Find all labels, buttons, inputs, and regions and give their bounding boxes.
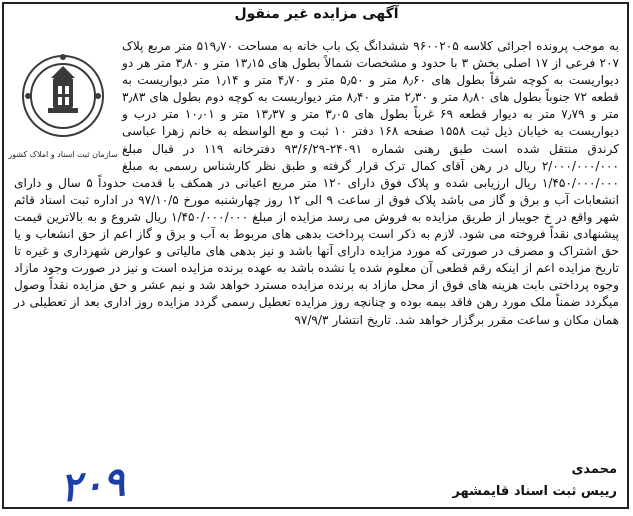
signer-title: رییس ثبت اسناد قایمشهر — [452, 484, 617, 499]
notice-body-text: به موجب پرونده اجرائی کلاسه ۹۶۰۰۲۰۵ ششدانگ یک باب خانه به مساحت ۵۱۹٫۷۰ متر مربع پلاک ۲۰۷ فرعی از ۱۷ اصلی بخش ۳ با حدود و مشخصات شمالاً بطول های ۱۳٫۱۵ متر و ۳٫۸۰ متر هر دو دیواریست به کوچه شرقاً بطول های ۸٫۶۰ متر و ۵٫۵۰ متر و ۴٫۷۰ متر و ۱٫۱۴ متر دیواریست به قطعه ۷۲ جنوباً بطول های ۸٫۸۰ متر و ۲٫۳۰ متر و ۸٫۴۰ متر دیواریست به کوچه دوم بطول های ۳٫۸۳ متر و ۷٫۷۹ متر به دیوار قطعه ۶۹ غرباً بطول های ۳٫۰۵ متر و ۱۳٫۳۷ متر و ۱۰٫۰۱ متر درب و دیواریست به خیابان ذیل ثبت ۱۵۵۸ صفحه ۱۶۸ دفتر ۱۰ ثبت و مع الواسطه به خانم زهرا عباسی کرندق منتقل شده است طبق رهنی شماره ۲۴۰۹۱-۹۳/۶/۲۹ دفترخانه ۱۱۹ در قبال مبلغ ۲/۰۰۰/۰۰۰/۰۰۰ ریال در رهن آقای کمال ترک قرار گرفته و طبق نظر کارشناس رسمی به مبلغ ۱/۴۵۰/۰۰۰/۰۰۰ ریال ارزیابی شده و پلاک فوق دارای ۱۲۰ متر مربع اعیانی در همکف با قدمت حدوداً ۵ سال و دارای انشعابات آب و برق و گاز می باشد پلاک فوق از ساعت ۹ الی ۱۲ روز چهارشنبه مورخ ۹۷/۱۰/۵ در اداره ثبت اسناد قائم شهر واقع در خ جویبار از طریق مزایده به فروش می رسد مزایده از مبلغ ۱/۴۵۰/۰۰۰/۰۰۰ ریال شروع و به بالاترین قیمت پیشنهادی نقداً فروخته می شود. لازم به ذکر است پرداخت بدهی های مربوط به آب و برق و گاز اعم از حق انشعاب و یا حق اشتراک و مصرف در صورتی که مورد مزایده دارای آنها باشد و نیز بدهی های مالیاتی و عوارض شهرداری و غیره تا تاریخ مزایده اعم از اینکه رقم قطعی آن معلوم شده یا نشده باشد به عهده برنده مزایده است و نیز در صورت وجود مازاد وجوه پرداختی بابت هزینه های فوق از محل مازاد به برنده مزایده مسترد خواهد شد و نیم عشر و حق مزایده نقداً وصول میگردد ضمناً ملک مورد رهن فاقد بیمه بوده و چنانچه روز مزایده تعطیل رسمی گردد مزایده روز اداری بعد از تعطیلی در همان مکان و ساعت مقرر برگزار خواهد شد. تاریخ انتشار ۹۷/۹/۳ — [14, 39, 620, 327]
logo-caption: سازمان ثبت اسناد و املاک کشور — [8, 150, 118, 159]
handwritten-number: ۲۰۹ — [57, 458, 127, 512]
logo-space — [14, 38, 122, 166]
signer-name: محمدی — [571, 462, 617, 477]
notice-title: آگهی مزایده غیر منقول — [234, 6, 399, 22]
notice-body — [14, 38, 619, 329]
